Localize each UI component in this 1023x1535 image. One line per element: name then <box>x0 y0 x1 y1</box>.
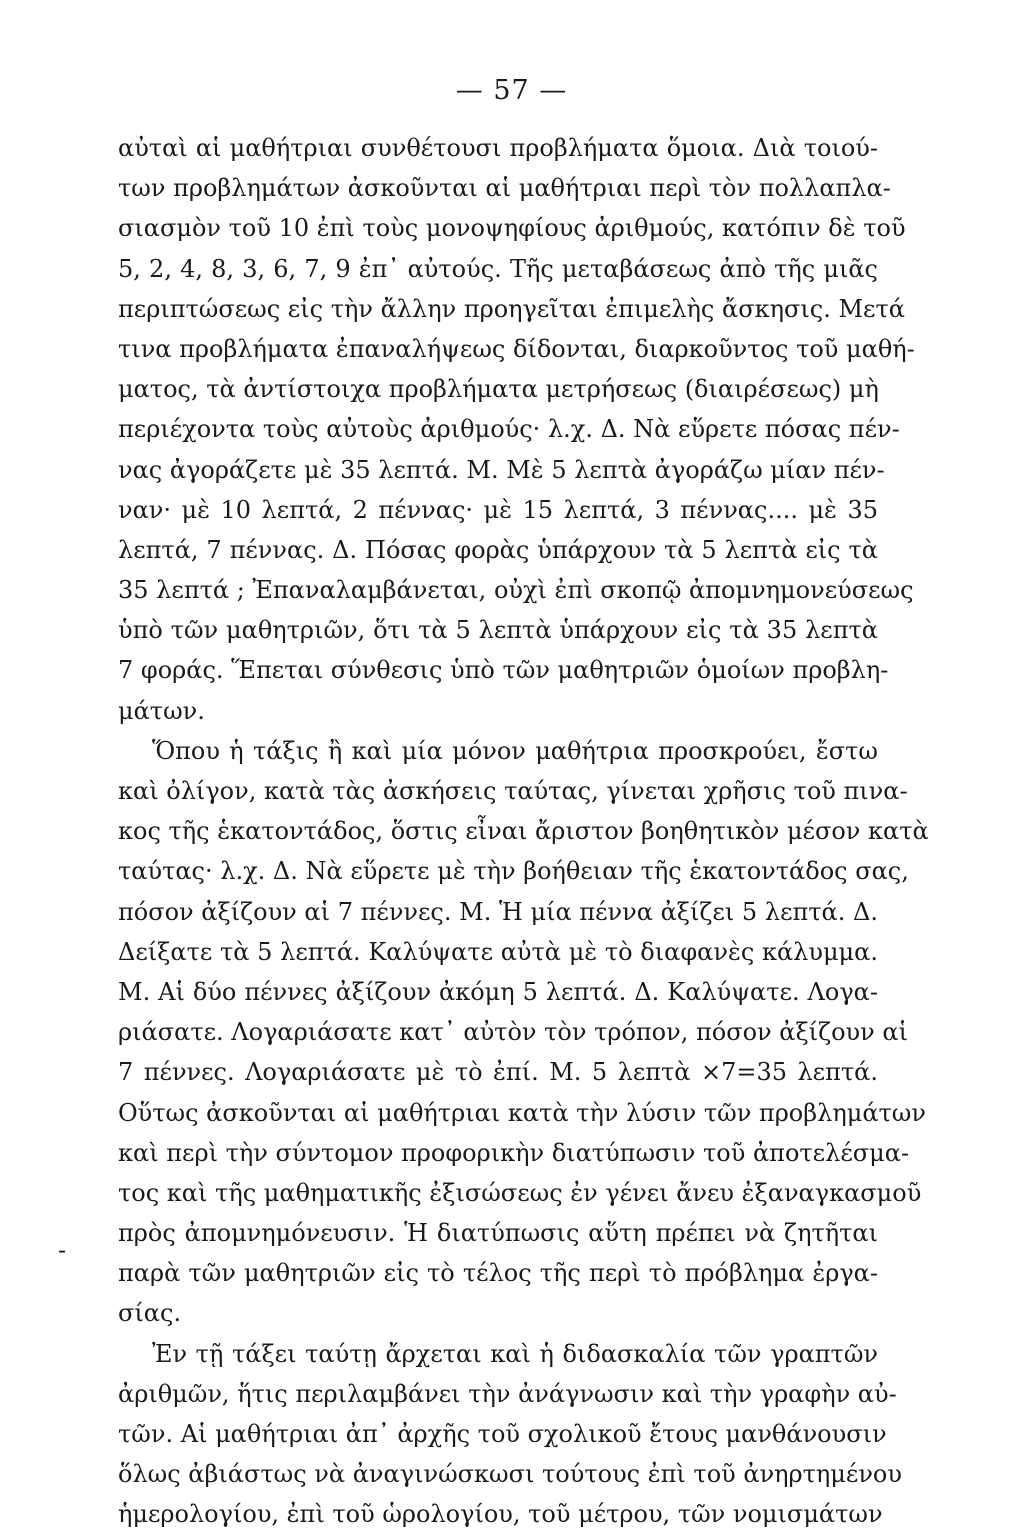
text-line: 5, 2, 4, 8, 3, 6, 7, 9 ἐπ᾽ αὐτούς. Τῆς μεταβάσεως ἀπὸ τῆς μιᾶς <box>118 254 878 283</box>
body-text <box>118 128 929 1535</box>
text-line: ριάσατε. Λογαριάσατε κατ᾽ αὐτὸν τὸν τρόπον, πόσον ἀξίζουν αἱ <box>118 1018 908 1047</box>
text-line: ταύτας· λ.χ. Δ. Νὰ εὕρετε μὲ τὴν βοήθειαν τῆς ἑκατοντάδος σας, <box>118 857 909 886</box>
text-line: κος τῆς ἑκατοντάδος, ὅστις εἶναι ἄριστον βοηθητικὸν μέσον κατὰ <box>118 817 929 846</box>
text-line: μάτων. <box>118 696 205 725</box>
text-line: περιπτώσεως εἰς τὴν ἄλλην προηγεῖται ἐπιμελὴς ἄσκησις. Μετά <box>118 294 905 323</box>
text-line: ναν· μὲ 10 λεπτά, 2 πέννας· μὲ 15 λεπτά, 3 πέννας.... μὲ 35 <box>118 495 878 524</box>
text-line: λεπτά, 7 πέννας. Δ. Πόσας φορὰς ὑπάρχουν τὰ 5 λεπτὰ εἰς τὰ <box>118 535 878 564</box>
text-line: καὶ ὀλίγον, κατὰ τὰς ἀσκήσεις ταύτας, γίνεται χρῆσις τοῦ πινα- <box>118 777 908 805</box>
text-line: σιασμὸν τοῦ 10 ἐπὶ τοὺς μονοψηφίους ἀριθμούς, κατόπιν δὲ τοῦ <box>118 214 906 243</box>
text-line: 7 πέννες. Λογαριάσατε μὲ τὸ ἐπί. Μ. 5 λεπτὰ ×7=35 λεπτά. <box>118 1058 878 1087</box>
text-line: πρὸς ἀπομνημόνευσιν. Ἡ διατύπωσις αὕτη πρέπει νὰ ζητῆται <box>118 1219 878 1248</box>
margin-mark: - <box>58 1236 67 1264</box>
text-line: Δείξατε τὰ 5 λεπτά. Καλύψατε αὐτὰ μὲ τὸ διαφανὲς κάλυμμα. <box>118 937 878 966</box>
text-line: Οὕτως ἀσκοῦνται αἱ μαθήτριαι κατὰ τὴν λύσιν τῶν προβλημάτων <box>118 1098 926 1127</box>
text-line: αὐταὶ αἱ μαθήτριαι συνθέτουσι προβλήματα ὅμοια. Διὰ τοιού- <box>118 134 878 162</box>
page-number: — 57 — <box>455 75 568 106</box>
text-line: ὅλως ἀβιάστως νὰ ἀναγινώσκωσι τούτους ἐπὶ τοῦ ἀνηρτημένου <box>118 1460 902 1489</box>
text-line: των προβλημάτων ἀσκοῦνται αἱ μαθήτριαι περὶ τὸν πολλαπλα- <box>118 174 891 203</box>
text-line: σίας. <box>118 1299 182 1328</box>
text-line: νας ἀγοράζετε μὲ 35 λεπτά. Μ. Μὲ 5 λεπτὰ ἀγοράζω μίαν πέν- <box>118 455 885 484</box>
text-line: 35 λεπτά ; Ἐπαναλαμβάνεται, οὐχὶ ἐπὶ σκοπῷ ἀπομνημονεύσεως <box>118 576 914 605</box>
text-line: καὶ περὶ τὴν σύντομον προφορικὴν διατύπωσιν τοῦ ἀποτελέσμα- <box>118 1138 910 1167</box>
text-line: τος καὶ τῆς μαθηματικῆς ἐξισώσεως ἐν γένει ἄνευ ἐξαναγκασμοῦ <box>118 1178 922 1207</box>
text-line: ἡμερολογίου, ἐπὶ τοῦ ὡρολογίου, τοῦ μέτρου, τῶν νομισμάτων <box>118 1500 883 1529</box>
text-line: Μ. Αἱ δύο πέννες ἀξίζουν ἀκόμη 5 λεπτά. Δ. Καλύψατε. Λογα- <box>118 977 878 1006</box>
text-line: Ἐν τῇ τάξει ταύτῃ ἄρχεται καὶ ἡ διδασκαλία τῶν γραπτῶν <box>152 1339 878 1368</box>
text-line: Ὅπου ἡ τάξις ἢ καὶ μία μόνον μαθήτρια προσκρούει, ἔστω <box>152 736 878 765</box>
text-line: τινα προβλήματα ἐπαναλήψεως δίδονται, διαρκοῦντος τοῦ μαθή- <box>118 334 915 363</box>
text-line: παρὰ τῶν μαθητριῶν εἰς τὸ τέλος τῆς περὶ τὸ πρόβλημα ἐργα- <box>118 1259 878 1288</box>
text-line: ἀριθμῶν, ἥτις περιλαμβάνει τὴν ἀνάγνωσιν καὶ τὴν γραφὴν αὐ- <box>118 1379 897 1408</box>
text-line: ὑπὸ τῶν μαθητριῶν, ὅτι τὰ 5 λεπτὰ ὑπάρχουν εἰς τὰ 35 λεπτὰ <box>118 616 878 645</box>
text-line: ματος, τὰ ἀντίστοιχα προβλήματα μετρήσεως (διαιρέσεως) μὴ <box>118 375 879 404</box>
text-line: πόσον ἀξίζουν αἱ 7 πέννες. Μ. Ἡ μία πέννα ἀξίζει 5 λεπτά. Δ. <box>118 897 878 926</box>
text-line: τῶν. Αἱ μαθήτριαι ἀπ᾽ ἀρχῆς τοῦ σχολικοῦ ἔτους μανθάνουσιν <box>118 1420 887 1448</box>
text-line: 7 φοράς. Ἕπεται σύνθεσις ὑπὸ τῶν μαθητριῶν ὁμοίων προβλη- <box>118 656 889 685</box>
text-line: περιέχοντα τοὺς αὐτοὺς ἀριθμούς· λ.χ. Δ. Νὰ εὕρετε πόσας πέν- <box>118 415 900 444</box>
